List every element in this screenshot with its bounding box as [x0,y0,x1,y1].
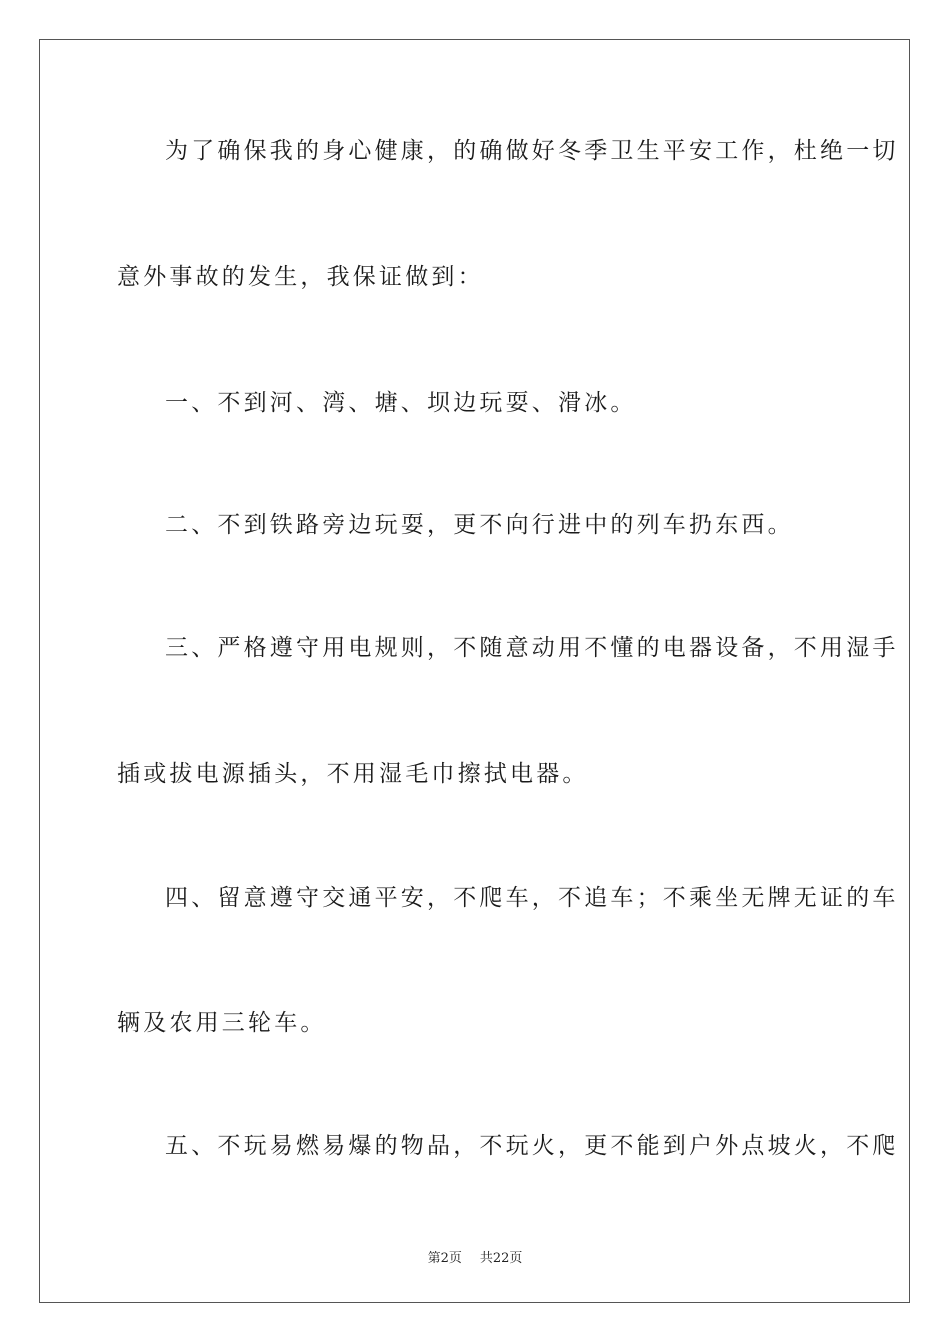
paragraph-line: 辆及农用三轮车。 [117,1010,327,1036]
page-number: 第2页 [427,1251,462,1266]
paragraph-line: 二、不到铁路旁边玩耍，更不向行进中的列车扔东西。 [165,512,794,538]
paragraph-line: 为了确保我的身心健康，的确做好冬季卫生平安工作，杜绝一切 [165,138,899,164]
paragraph-line: 插或拔电源插头，不用湿毛巾擦拭电器。 [117,761,589,787]
paragraph-line: 五、不玩易燃易爆的物品，不玩火，更不能到户外点坡火，不爬 [165,1133,899,1159]
paragraph-line: 三、严格遵守用电规则，不随意动用不懂的电器设备，不用湿手 [165,635,899,661]
paragraph-line: 一、不到河、湾、塘、坝边玩耍、滑冰。 [165,390,637,416]
page-footer [0,1247,950,1266]
page-frame [39,39,910,1303]
paragraph-line: 意外事故的发生，我保证做到： [117,264,484,290]
page-total: 共22页 [479,1251,523,1266]
paragraph-line: 四、留意遵守交通平安，不爬车，不追车；不乘坐无牌无证的车 [165,885,899,911]
